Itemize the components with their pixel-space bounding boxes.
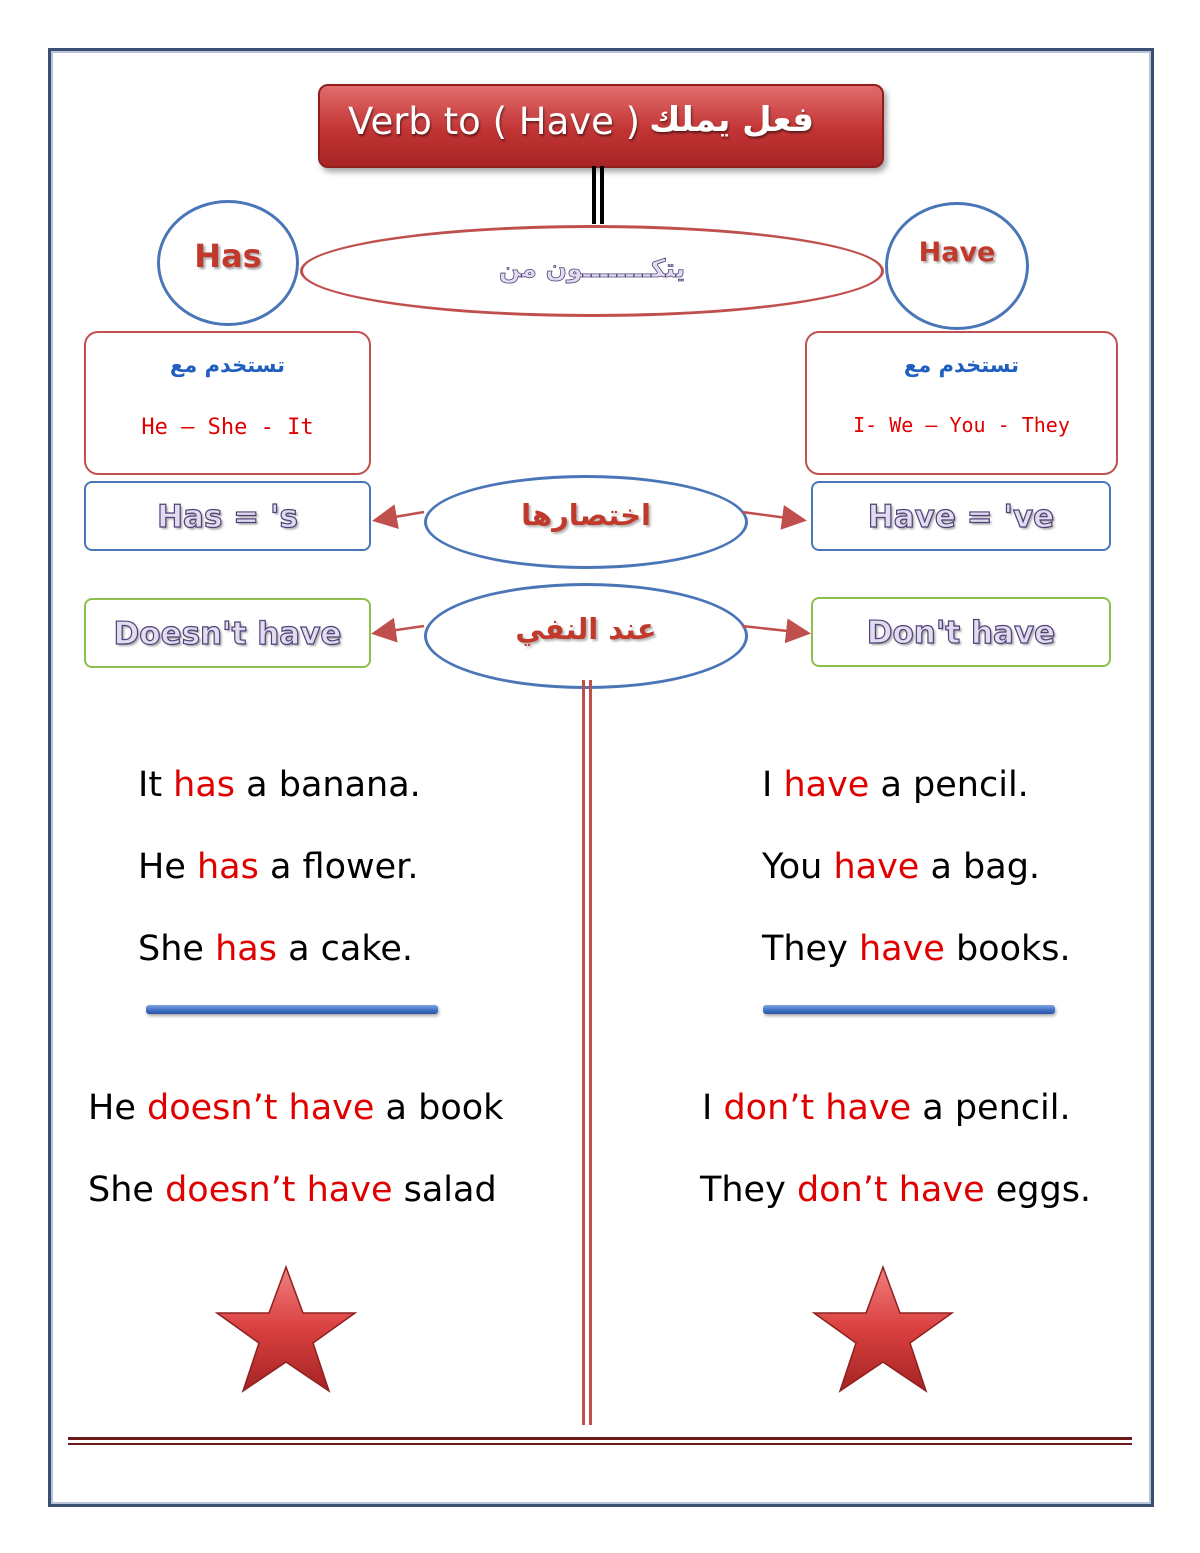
verb: have bbox=[783, 765, 870, 805]
right-separator-bar bbox=[763, 1005, 1055, 1014]
contraction-label: اختصارها bbox=[521, 498, 651, 532]
object: a bag. bbox=[919, 847, 1041, 887]
have-example-2 bbox=[762, 847, 1040, 887]
have-example-3 bbox=[762, 929, 1071, 969]
has-used-with-label: تستخدم مع bbox=[169, 353, 286, 377]
subject: They bbox=[700, 1170, 797, 1210]
verb: don’t have bbox=[723, 1088, 912, 1128]
have-pronouns: I- We – You - They bbox=[853, 413, 1070, 437]
has-example-1 bbox=[138, 765, 421, 805]
object: a pencil. bbox=[911, 1088, 1071, 1128]
object: a pencil. bbox=[869, 765, 1029, 805]
has-circle-label: Has bbox=[194, 237, 262, 275]
consists-of-label: يتكــــــــون من bbox=[498, 254, 686, 283]
verb: have bbox=[858, 929, 945, 969]
subject: She bbox=[138, 929, 216, 969]
have-example-1 bbox=[762, 765, 1029, 805]
verb: has bbox=[196, 847, 259, 887]
verb: has bbox=[215, 929, 277, 969]
object: a book bbox=[374, 1088, 504, 1128]
has-pronouns: He – She - It bbox=[141, 415, 314, 440]
object: books. bbox=[944, 929, 1071, 969]
subject: It bbox=[138, 765, 174, 805]
verb: don’t have bbox=[796, 1170, 985, 1210]
negation-arrow-right bbox=[742, 626, 806, 633]
object: a banana. bbox=[235, 765, 421, 805]
have-circle-label: Have bbox=[918, 237, 996, 268]
left-star-icon bbox=[215, 1265, 357, 1393]
subject: You bbox=[762, 847, 834, 887]
has-example-3 bbox=[138, 929, 413, 969]
has-contraction: Has = 's bbox=[157, 499, 298, 535]
subject: She bbox=[88, 1170, 166, 1210]
center-divider bbox=[582, 680, 592, 1425]
subject: He bbox=[138, 847, 197, 887]
right-star-icon bbox=[812, 1265, 954, 1393]
verb: has bbox=[173, 765, 236, 805]
object: a flower. bbox=[258, 847, 419, 887]
verb: doesn’t have bbox=[165, 1170, 393, 1210]
subject: They bbox=[762, 929, 859, 969]
have-negative-example-1 bbox=[702, 1088, 1071, 1128]
negation-arrow-left bbox=[376, 626, 424, 633]
subject: He bbox=[88, 1088, 147, 1128]
title-english: Verb to ( Have ) bbox=[348, 100, 641, 143]
arrows bbox=[0, 0, 1200, 700]
object: eggs. bbox=[984, 1170, 1092, 1210]
verb: have bbox=[833, 847, 920, 887]
footer-line-top bbox=[68, 1437, 1132, 1440]
has-negative-example-1 bbox=[88, 1088, 503, 1128]
has-negative-example-2 bbox=[88, 1170, 497, 1210]
object: a cake. bbox=[276, 929, 414, 969]
verb: doesn’t have bbox=[146, 1088, 375, 1128]
contraction-arrow-right bbox=[742, 512, 802, 520]
subject: I bbox=[762, 765, 784, 805]
has-example-2 bbox=[138, 847, 418, 887]
have-negative-example-2 bbox=[700, 1170, 1091, 1210]
has-negation: Doesn't have bbox=[113, 616, 342, 652]
have-contraction: Have = 've bbox=[867, 499, 1055, 535]
title-arabic: فعل يملك bbox=[649, 100, 814, 140]
negation-label: عند النفي bbox=[515, 612, 657, 646]
left-separator-bar bbox=[146, 1005, 438, 1014]
object: salad bbox=[392, 1170, 497, 1210]
have-negation: Don't have bbox=[866, 615, 1056, 651]
footer-line-bottom bbox=[68, 1443, 1132, 1445]
contraction-arrow-left bbox=[377, 512, 424, 520]
have-used-with-label: تستخدم مع bbox=[903, 353, 1020, 377]
subject: I bbox=[702, 1088, 724, 1128]
